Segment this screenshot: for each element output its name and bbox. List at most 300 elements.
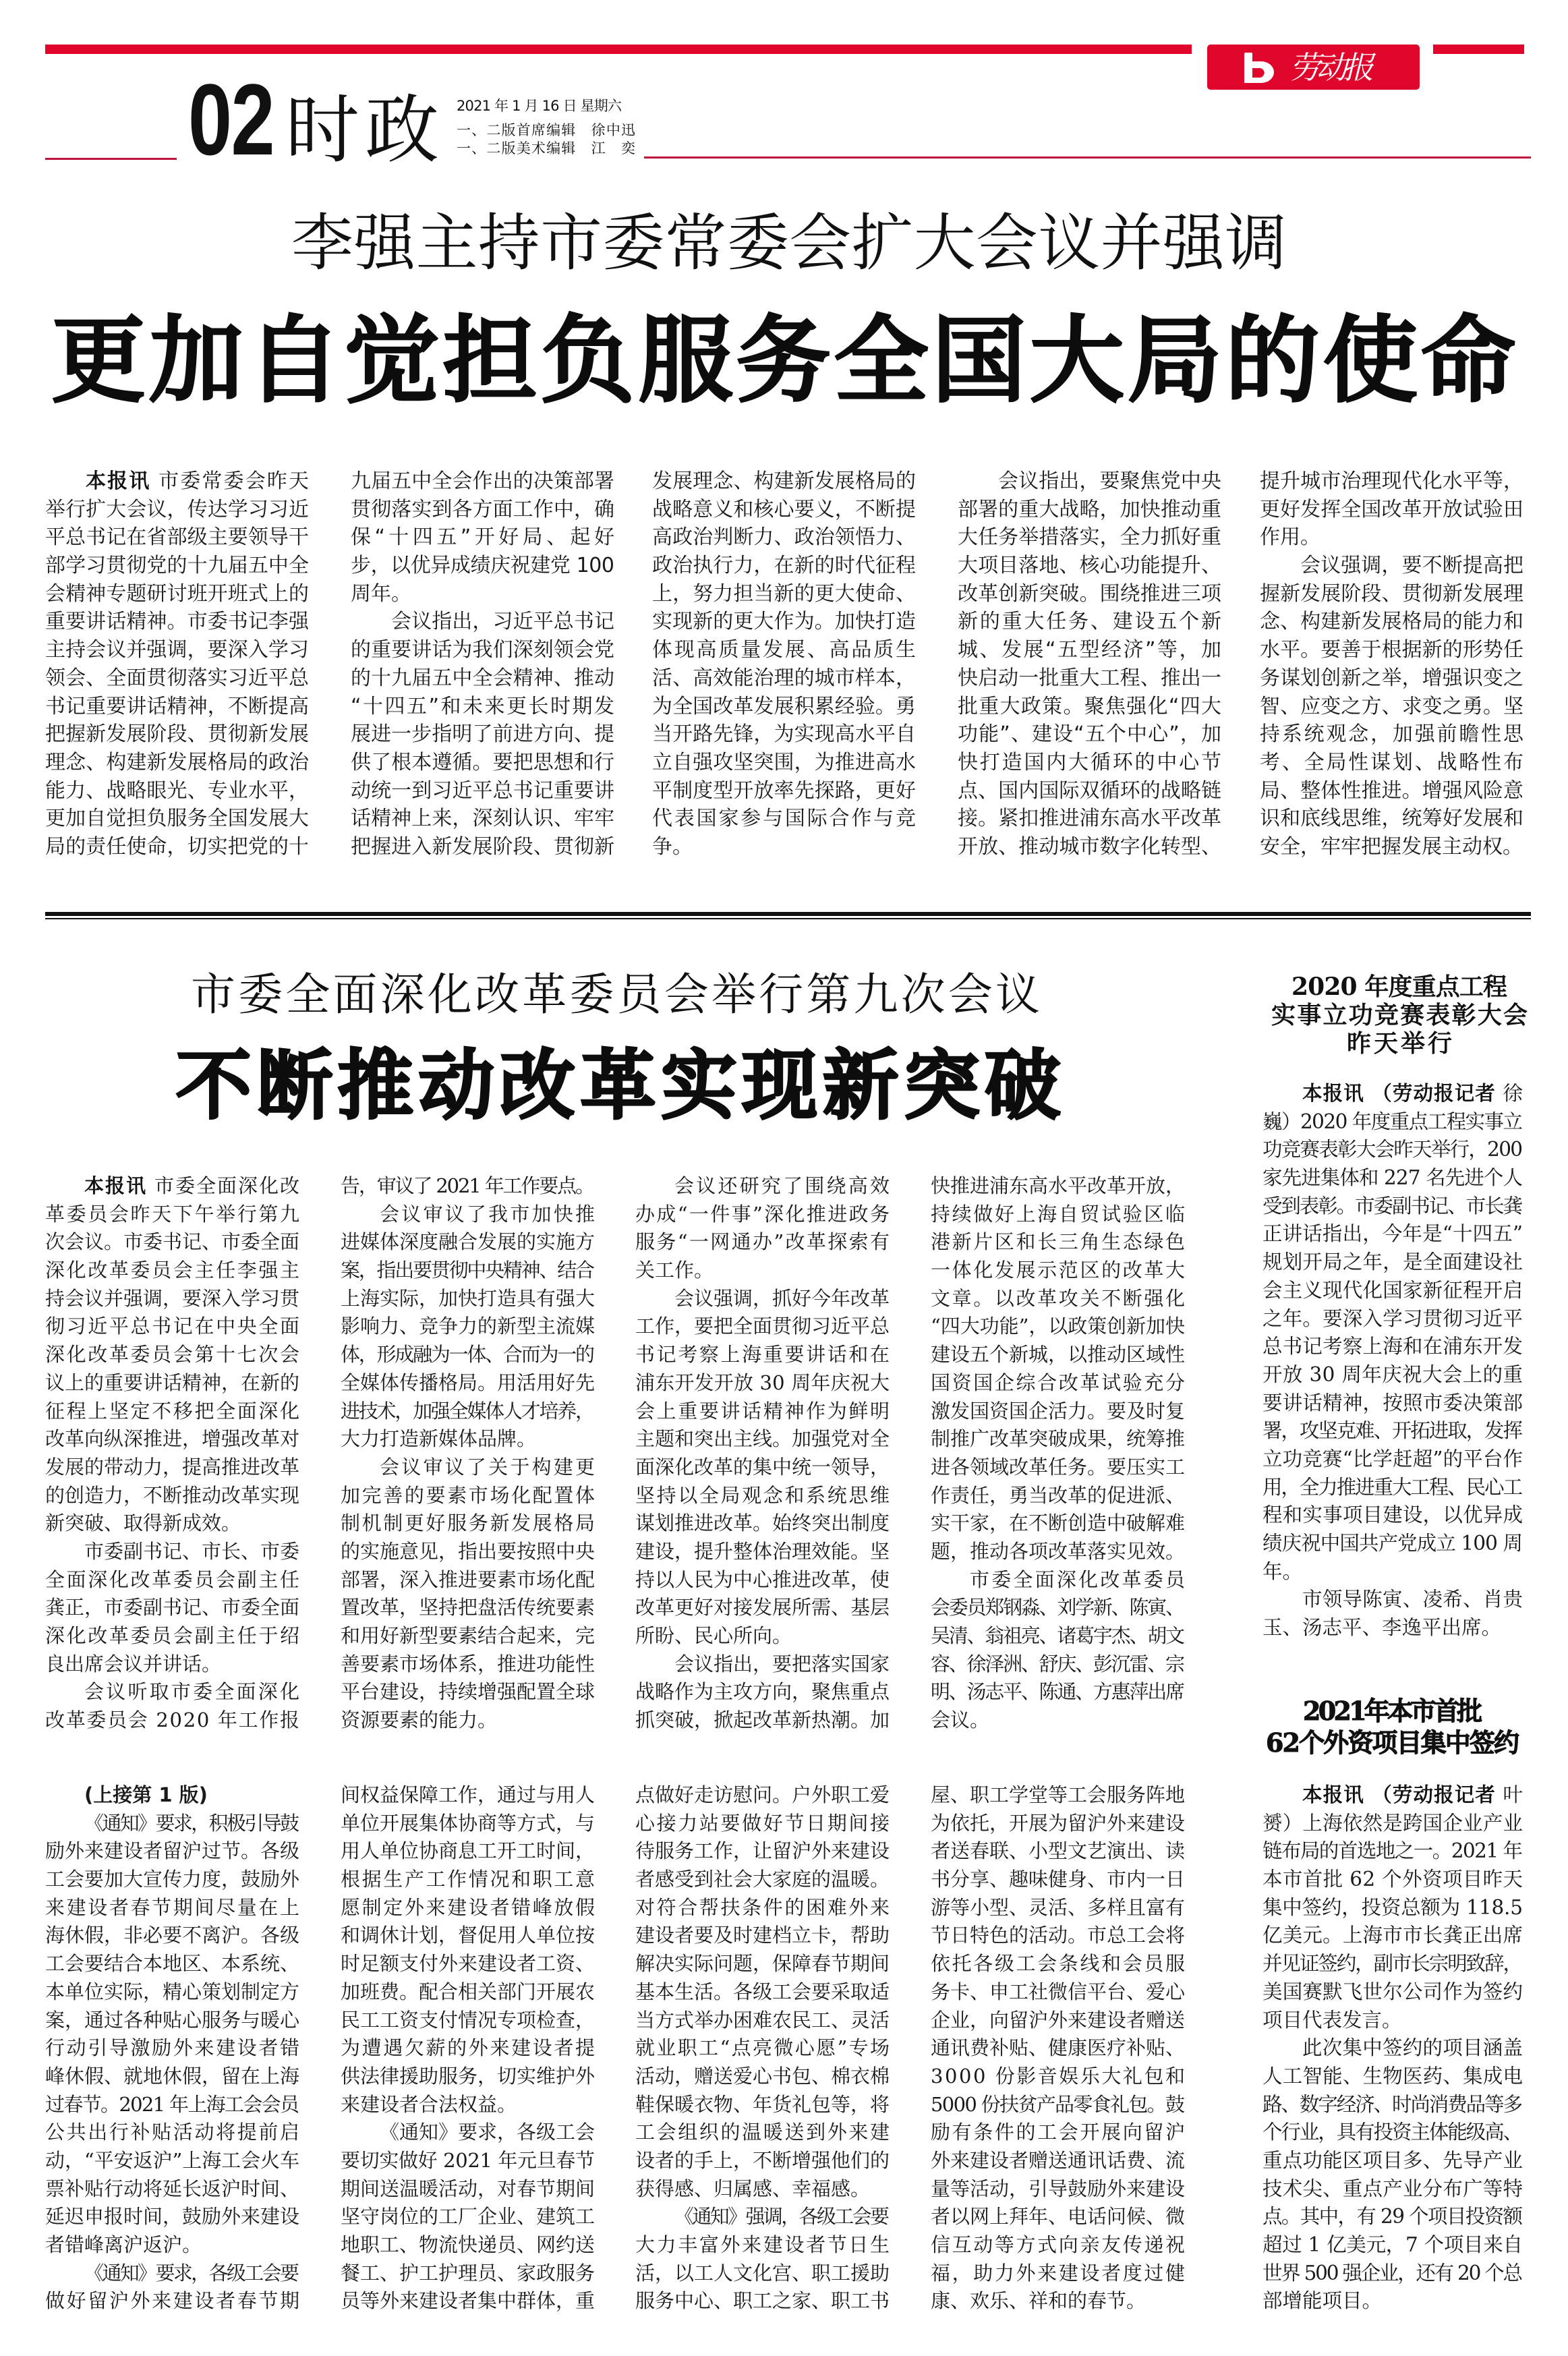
line-content: 规划开局之年，是全面建设社 bbox=[1262, 1251, 1523, 1274]
line-content: 部增能项目。 bbox=[1262, 2289, 1383, 2313]
line-content: 大力打造新媒体品牌。 bbox=[341, 1427, 537, 1451]
line-text bbox=[84, 1783, 208, 1806]
text-line bbox=[341, 1454, 598, 1482]
text-line bbox=[45, 2119, 299, 2147]
line-text bbox=[341, 1680, 595, 1703]
line-text bbox=[931, 2177, 1185, 2200]
line-text bbox=[1260, 469, 1523, 493]
line-text bbox=[341, 1568, 595, 1591]
line-text bbox=[635, 1812, 892, 1835]
line-text bbox=[45, 695, 309, 718]
line-content: 快推进浦东高水平改革开放， bbox=[931, 1174, 1185, 1197]
line-text bbox=[341, 1400, 593, 1423]
text-line bbox=[45, 1706, 299, 1735]
line-content: 浦东开发开放 30 周年庆祝大 bbox=[635, 1371, 890, 1394]
line-content: 更好发挥全国改革开放试验田 bbox=[1260, 497, 1524, 521]
second-story-column-3 bbox=[635, 1172, 890, 1735]
text-line bbox=[958, 523, 1221, 552]
line-text bbox=[652, 469, 916, 493]
line-content: 动，“平安返沪”上海工会火车 bbox=[45, 2148, 299, 2172]
line-content: 实现新的更大作为。加快打造 bbox=[652, 610, 917, 634]
text-line bbox=[351, 805, 614, 833]
line-text bbox=[45, 1343, 301, 1366]
line-content: 《通知》要求，各级工会 bbox=[380, 2121, 595, 2144]
line-content: 作责任，勇当改革的促进派、 bbox=[931, 1483, 1185, 1507]
newspaper-logo[interactable] bbox=[1207, 45, 1420, 90]
line-content: 务谋划创新之举，增强识变之 bbox=[1260, 666, 1524, 690]
line-content: 重要讲话精神。市委书记李强 bbox=[45, 610, 310, 634]
line-content: 程和实事项目建设，以优异成 bbox=[1262, 1503, 1523, 1527]
line-text bbox=[341, 1427, 536, 1450]
text-line bbox=[635, 2034, 890, 2063]
text-line bbox=[45, 2287, 299, 2316]
text-line bbox=[351, 664, 614, 693]
text-line bbox=[931, 1706, 1185, 1735]
text-line bbox=[635, 1172, 890, 1201]
text-line bbox=[1260, 749, 1526, 777]
line-content: 本单位实际，精心策划制定方 bbox=[45, 1980, 299, 2003]
text-line bbox=[931, 1622, 1185, 1650]
text-line bbox=[635, 1622, 890, 1650]
line-text bbox=[45, 779, 309, 803]
issue-date bbox=[457, 98, 622, 113]
line-text bbox=[1262, 1616, 1501, 1639]
line-content: 此次集中签约的项目涵盖 bbox=[1302, 2036, 1523, 2060]
line-text bbox=[931, 1653, 1184, 1675]
line-content: 会议审议了关于构建更 bbox=[380, 1455, 598, 1478]
line-content: 为依托，开展为留沪外来建设 bbox=[931, 1811, 1185, 1835]
text-line bbox=[341, 1369, 595, 1398]
line-text bbox=[635, 1980, 890, 2003]
masthead-red-bar-right bbox=[1433, 45, 1524, 54]
lead-story-column-1 bbox=[45, 467, 309, 861]
text-line bbox=[351, 749, 614, 777]
text-line bbox=[652, 580, 916, 608]
line-text bbox=[341, 1259, 593, 1282]
line-content: 依托各级工会条线和会员服 bbox=[931, 1952, 1187, 1976]
line-content: 一体化发展示范区的改革大 bbox=[931, 1259, 1187, 1282]
text-line bbox=[931, 1810, 1185, 1838]
text-line bbox=[351, 833, 614, 861]
line-text bbox=[1262, 1447, 1523, 1470]
text-line bbox=[931, 1538, 1185, 1566]
line-content: 获得感、归属感、幸福感。 bbox=[635, 2177, 871, 2200]
text-line bbox=[45, 1257, 299, 1285]
text-line bbox=[341, 1538, 595, 1566]
line-text bbox=[1262, 1222, 1523, 1245]
line-content: 把握进入新发展阶段、贯彻新 bbox=[351, 834, 615, 859]
line-content: 美国赛默飞世尔公司作为签约 bbox=[1262, 1980, 1523, 2003]
line-text bbox=[931, 1287, 1187, 1310]
text-line bbox=[45, 1341, 299, 1369]
line-text bbox=[931, 2233, 1187, 2256]
line-text bbox=[351, 469, 614, 493]
text-line bbox=[1262, 1136, 1523, 1164]
line-content: 者以网上拜年、电话问候、微 bbox=[931, 2205, 1185, 2229]
line-text bbox=[931, 1315, 1185, 1338]
text-line bbox=[45, 1454, 299, 1482]
text-line bbox=[931, 1425, 1185, 1454]
issue-date-text: 2021 年 1 月 16 日 星期六 bbox=[457, 98, 622, 114]
line-text bbox=[635, 2036, 891, 2059]
logo-wordmark bbox=[1289, 51, 1374, 84]
line-text bbox=[931, 1783, 1185, 1806]
line-text bbox=[970, 1568, 1187, 1591]
line-text bbox=[635, 2149, 890, 2172]
line-text bbox=[351, 666, 614, 690]
text-line bbox=[1260, 580, 1523, 608]
line-content: 供了根本遵循。要把思想和行 bbox=[351, 750, 615, 774]
line-content: 体，形成融为一体、合而为一的 bbox=[341, 1343, 593, 1367]
line-content: 抓突破，掀起改革新热潮。加 bbox=[635, 1708, 890, 1732]
line-content: 企业，向留沪外来建设者赠送 bbox=[931, 2008, 1185, 2032]
line-content: 要讲话精神，按照市委决策部 bbox=[1262, 1391, 1523, 1414]
line-content: 者送春联、小型文艺演出、读 bbox=[931, 1839, 1185, 1863]
line-text bbox=[341, 1868, 597, 1891]
lead-story-column-3 bbox=[652, 467, 916, 861]
text-line bbox=[931, 1978, 1185, 2007]
text-line bbox=[931, 2119, 1185, 2147]
line-content: 深化改革委员会主任李强主 bbox=[45, 1259, 301, 1282]
line-text bbox=[1262, 1335, 1523, 1358]
text-line bbox=[45, 1978, 299, 2007]
text-line bbox=[341, 1341, 595, 1369]
line-text bbox=[45, 1484, 299, 1507]
sidebar-1-headline-text: 昨天举行 bbox=[1347, 1029, 1455, 1058]
line-content: 容、徐泽洲、舒庆、彭沉雷、宗 bbox=[931, 1652, 1184, 1675]
line-content: 时足额支付外来建设者工资、 bbox=[341, 1952, 595, 1976]
line-text bbox=[652, 807, 918, 830]
sidebar-1-headline-text: 2020 年度重点工程 bbox=[1291, 973, 1507, 1001]
line-text bbox=[635, 2065, 890, 2088]
second-story-kicker-text: 市委全面深化改革委员会举行第九次会议 bbox=[191, 969, 1043, 1021]
line-text bbox=[45, 638, 309, 662]
text-line bbox=[958, 777, 1221, 805]
line-content: 制机制更好服务新发展格局 bbox=[341, 1512, 597, 1535]
line-text bbox=[1260, 666, 1523, 690]
line-text bbox=[341, 1287, 595, 1310]
line-content: 考、全局性谋划、战略性布 bbox=[1260, 750, 1526, 774]
line-text bbox=[998, 469, 1221, 493]
line-text bbox=[45, 1980, 299, 2003]
line-text bbox=[45, 1596, 299, 1619]
masthead-red-bar-left bbox=[45, 45, 1192, 54]
text-line bbox=[958, 496, 1221, 524]
line-text bbox=[45, 1230, 299, 1253]
line-content: 平总书记在省部级主要领导干 bbox=[45, 525, 310, 550]
line-text bbox=[1260, 525, 1320, 549]
text-line bbox=[635, 2203, 890, 2231]
line-content: 代表国家参与国际合作与竞 bbox=[652, 807, 918, 831]
text-line bbox=[341, 1622, 595, 1650]
line-text bbox=[1260, 807, 1523, 830]
line-content: 话精神上来，深刻认识、牢牢 bbox=[351, 807, 615, 831]
text-line bbox=[341, 2175, 595, 2204]
line-text bbox=[931, 2065, 1187, 2088]
line-content: 加班费。配合相关部门开展农 bbox=[341, 1980, 595, 2003]
line-content: 餐工、护工护理员、家政服务 bbox=[341, 2261, 595, 2285]
text-line bbox=[341, 2203, 595, 2231]
line-content: 超过 1 亿美元，7 个项目来自 bbox=[1262, 2233, 1523, 2256]
text-line bbox=[635, 1538, 890, 1566]
text-line bbox=[635, 1341, 890, 1369]
line-text bbox=[1262, 1952, 1521, 1975]
second-story-headline-text: 不断推动改革实现新突破 bbox=[176, 1041, 1066, 1130]
line-text bbox=[635, 1371, 890, 1394]
text-line bbox=[635, 1781, 890, 1810]
text-line bbox=[341, 1781, 595, 1810]
line-text bbox=[1262, 1166, 1522, 1189]
text-line bbox=[45, 749, 309, 777]
line-content: 上海实际，加快打造具有强大 bbox=[341, 1286, 595, 1310]
line-content: 者感受到社会大家庭的温暖。 bbox=[635, 1868, 890, 1891]
text-line bbox=[931, 2287, 1185, 2316]
line-text bbox=[341, 2065, 595, 2088]
text-line bbox=[45, 552, 309, 580]
text-line bbox=[635, 2287, 890, 2316]
text-line bbox=[45, 467, 309, 496]
text-line bbox=[652, 467, 916, 496]
line-text bbox=[1262, 1138, 1521, 1161]
text-line bbox=[635, 2175, 890, 2204]
text-line bbox=[1260, 805, 1523, 833]
line-text bbox=[341, 1783, 595, 1806]
line-content: 贯彻落实到各方面工作中，确 bbox=[351, 497, 615, 521]
text-line bbox=[45, 2203, 299, 2231]
line-content: 主持会议并强调，要深入学习 bbox=[45, 638, 310, 662]
text-line bbox=[1262, 2147, 1523, 2175]
line-text bbox=[931, 1952, 1187, 1975]
masthead-rule-left bbox=[45, 158, 177, 160]
text-line bbox=[1262, 1305, 1523, 1333]
line-text bbox=[1262, 1363, 1523, 1386]
line-content: 票补贴行动将延长返沪时间、 bbox=[45, 2177, 299, 2200]
text-line bbox=[351, 523, 618, 552]
line-content: 持以人民为中心推进改革，使 bbox=[635, 1568, 890, 1591]
text-line bbox=[341, 1678, 595, 1706]
line-text bbox=[931, 1980, 1185, 2003]
text-line bbox=[635, 2147, 890, 2175]
text-line bbox=[958, 749, 1221, 777]
sidebar-2-headline-line-1 bbox=[1303, 1698, 1482, 1724]
text-line bbox=[341, 1482, 595, 1510]
text-line bbox=[45, 1313, 299, 1341]
text-line bbox=[931, 1650, 1185, 1679]
text-line bbox=[45, 636, 309, 664]
line-text bbox=[931, 1708, 989, 1731]
text-line bbox=[931, 2231, 1185, 2260]
line-content: (上接第 1 版) bbox=[84, 1783, 208, 1806]
line-content: 告，审议了 2021 年工作要点。 bbox=[341, 1174, 593, 1197]
line-content: 务卡、申工社微信平台、爱心 bbox=[931, 1980, 1185, 2003]
sidebar-1-headline-line-3 bbox=[1347, 1029, 1455, 1058]
line-text bbox=[635, 2233, 892, 2256]
text-line bbox=[635, 1706, 890, 1735]
line-text bbox=[45, 1456, 299, 1478]
second-story-column-1 bbox=[45, 1172, 302, 1735]
line-text bbox=[341, 2093, 517, 2116]
text-line bbox=[635, 1866, 890, 1894]
line-content: 文章。以改革攻关不断强化 bbox=[931, 1286, 1187, 1310]
line-content: 个行业，具有投资主体能级高、 bbox=[1262, 2121, 1521, 2144]
text-line bbox=[1260, 496, 1523, 524]
line-text bbox=[45, 2093, 298, 2116]
line-text bbox=[635, 1259, 714, 1282]
text-line bbox=[652, 608, 916, 636]
text-line bbox=[635, 1922, 890, 1950]
line-content: 工会组织的温暖送到外来建 bbox=[635, 2121, 892, 2144]
dateline-lead: 本报讯 （劳动报记者 bbox=[1302, 1082, 1496, 1105]
line-content: 解决实际问题，保障春节期间 bbox=[635, 1952, 890, 1976]
text-line bbox=[635, 1425, 890, 1454]
line-content: 智、应变之方、求变之勇。坚 bbox=[1260, 694, 1524, 718]
line-content: 主题和突出主线。加强党对全 bbox=[635, 1427, 890, 1451]
line-text bbox=[380, 1456, 597, 1478]
text-line bbox=[931, 1341, 1185, 1369]
line-text bbox=[1262, 2289, 1382, 2312]
line-content: 体现高质量发展、高品质生 bbox=[652, 638, 918, 662]
text-line bbox=[45, 720, 309, 749]
line-text bbox=[45, 1427, 299, 1450]
line-text bbox=[931, 1680, 1184, 1703]
line-content: 善要素市场体系，推进功能性 bbox=[341, 1652, 595, 1675]
text-line bbox=[1262, 1417, 1523, 1445]
line-text bbox=[1302, 1082, 1523, 1105]
text-line bbox=[351, 720, 614, 749]
line-content: 玉、汤志平、李逸平出席。 bbox=[1262, 1616, 1502, 1640]
line-text bbox=[1262, 1868, 1523, 1891]
line-text bbox=[45, 1400, 301, 1423]
line-content: 和用好新型要素结合起来，完 bbox=[341, 1624, 595, 1647]
text-line bbox=[1262, 2231, 1523, 2260]
line-text bbox=[958, 638, 1223, 662]
text-line bbox=[931, 1228, 1185, 1257]
text-line bbox=[45, 1228, 299, 1257]
line-text bbox=[341, 1653, 595, 1675]
line-text bbox=[1260, 779, 1523, 803]
line-content: 更加自觉担负服务全国发展大 bbox=[45, 807, 310, 831]
text-line bbox=[931, 2034, 1185, 2063]
text-line bbox=[652, 777, 916, 805]
line-content: 快打造国内大循环的中心节 bbox=[958, 750, 1223, 774]
line-text bbox=[45, 2149, 299, 2172]
line-content: 的重要讲话为我们深刻领会党 bbox=[351, 638, 615, 662]
line-text bbox=[45, 807, 309, 830]
line-content: 公共出行补贴活动将提前启 bbox=[45, 2121, 301, 2144]
line-content: 案，指出要贯彻中央精神、结合 bbox=[341, 1259, 593, 1282]
text-line bbox=[341, 1894, 595, 1922]
line-text bbox=[351, 807, 614, 830]
line-content: 上，努力担当新的更大使命、 bbox=[652, 581, 917, 606]
text-line bbox=[635, 2260, 890, 2288]
line-content: 励有条件的工会开展向留沪 bbox=[931, 2121, 1187, 2144]
line-content: 发展的带动力，提高推进改革 bbox=[45, 1455, 299, 1478]
line-text bbox=[931, 1512, 1185, 1534]
line-text bbox=[1260, 638, 1523, 662]
line-content: 实干家，在不断创造中破解难 bbox=[931, 1512, 1185, 1535]
line-content: 面深化改革的集中统一领导， bbox=[635, 1455, 890, 1478]
text-line bbox=[351, 693, 614, 721]
text-line bbox=[1262, 1922, 1523, 1950]
line-text bbox=[635, 1624, 792, 1647]
line-text bbox=[1262, 1110, 1521, 1133]
line-text bbox=[45, 582, 309, 606]
line-content: 龚正，市委副书记、市委全面 bbox=[45, 1596, 299, 1619]
line-content: 平制度型开放率先探路，更好 bbox=[652, 778, 917, 803]
line-text bbox=[931, 1259, 1187, 1282]
dateline-lead: 本报讯 bbox=[86, 469, 151, 493]
line-content: 行动引导激励外来建设者错 bbox=[45, 2036, 301, 2060]
line-text bbox=[635, 2289, 890, 2312]
line-text bbox=[1262, 1391, 1523, 1414]
line-content: 接。紧扣推进浦东高水平改革 bbox=[958, 807, 1222, 831]
line-text bbox=[84, 1680, 301, 1703]
line-text bbox=[84, 2262, 297, 2285]
line-text bbox=[86, 469, 310, 493]
line-text bbox=[45, 1568, 301, 1591]
sidebar-2-headline-text: 2021年本市首批 bbox=[1303, 1696, 1480, 1726]
text-line bbox=[341, 1566, 595, 1594]
text-line bbox=[958, 552, 1221, 580]
text-line bbox=[652, 552, 916, 580]
line-content: 绩庆祝中国共产党成立 100 周 bbox=[1262, 1532, 1523, 1555]
line-content: 功能”、建设“五个中心”，加 bbox=[958, 722, 1223, 747]
text-line bbox=[45, 1172, 299, 1201]
line-content: 《通知》要求，各级工会要 bbox=[84, 2261, 298, 2285]
line-content: “十四五”和未来更长时期发 bbox=[351, 694, 616, 718]
text-line bbox=[931, 2007, 1185, 2035]
text-line bbox=[1262, 1248, 1523, 1277]
text-line bbox=[931, 1866, 1185, 1894]
text-line bbox=[931, 2147, 1185, 2175]
line-text bbox=[931, 2149, 1185, 2172]
line-content: 康、欢乐、祥和的春节。 bbox=[931, 2289, 1146, 2313]
text-line bbox=[341, 1866, 595, 1894]
text-line bbox=[931, 1922, 1185, 1950]
line-text bbox=[391, 610, 614, 633]
text-line bbox=[341, 2091, 595, 2119]
line-content: 根据生产工作情况和职工意 bbox=[341, 1868, 597, 1891]
continued-story-column-4 bbox=[931, 1781, 1185, 2316]
line-text bbox=[931, 2036, 1185, 2059]
masthead-rule-right bbox=[644, 156, 1531, 159]
line-text bbox=[635, 1952, 890, 1975]
text-line bbox=[45, 805, 309, 833]
text-line bbox=[635, 1201, 890, 1229]
text-line bbox=[45, 1622, 299, 1650]
line-content: 外来建设者赠送通讯话费、流 bbox=[931, 2148, 1185, 2172]
text-line bbox=[45, 2231, 299, 2260]
line-content: 通讯费补贴、健康医疗补贴、 bbox=[931, 2036, 1185, 2060]
line-text bbox=[652, 610, 916, 633]
line-content: 持续做好上海自贸试验区临 bbox=[931, 1202, 1187, 1226]
text-line bbox=[931, 1285, 1185, 1313]
line-content: 会上重要讲话精神作为鲜明 bbox=[635, 1399, 892, 1423]
text-line bbox=[1262, 1220, 1523, 1248]
line-content: 开放 30 周年庆祝大会上的重 bbox=[1262, 1362, 1523, 1386]
text-line bbox=[45, 1201, 299, 1229]
line-text bbox=[341, 1484, 597, 1507]
line-text bbox=[45, 498, 309, 521]
text-line bbox=[341, 1706, 595, 1735]
line-text bbox=[931, 1203, 1187, 1226]
line-text bbox=[652, 779, 916, 803]
line-content: 展进一步指明了前进方向、提 bbox=[351, 722, 615, 747]
line-text bbox=[1262, 1503, 1523, 1526]
line-text bbox=[45, 722, 309, 746]
line-text bbox=[958, 498, 1221, 521]
line-content: 议上的重要讲话精神，在新的 bbox=[45, 1371, 299, 1394]
